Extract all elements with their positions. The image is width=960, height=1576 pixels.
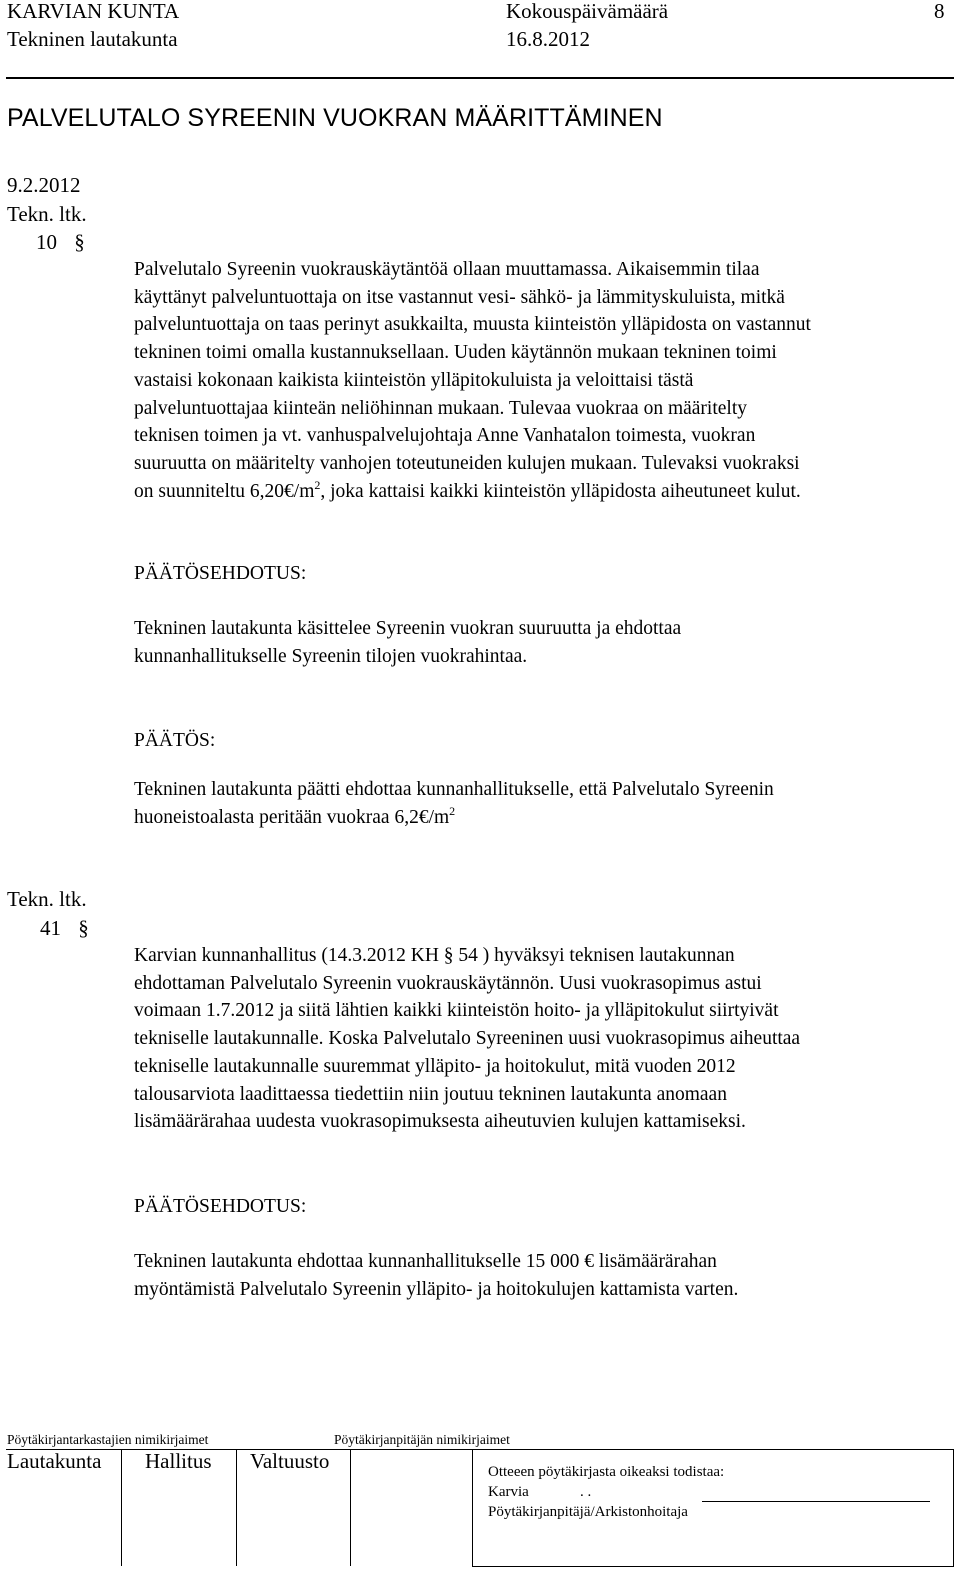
paragraph-line: Tekninen lautakunta päätti ehdottaa kunnanhallitukselle, että Palvelutalo Syreenin — [134, 779, 774, 800]
paragraph-line: Tekninen lautakunta käsittelee Syreenin vuokran suuruutta ja ehdottaa — [134, 618, 682, 639]
certification-date-dots: . . — [580, 1484, 592, 1500]
paragraph-line: käyttänyt palveluntuottaja on itse vastannut vesi- sähkö- ja lämmityskuluista, mitkä — [134, 286, 785, 308]
certification-title: Otteeen pöytäkirjasta oikeaksi todistaa: — [488, 1464, 725, 1480]
decision-heading: PÄÄTÖS: — [134, 730, 216, 751]
paragraph-line: tekniselle lautakunnalle suuremmat ylläpito- ja hoitokulut, mitä vuoden 2012 — [134, 1055, 736, 1077]
paragraph-line: teknisen toimen ja vt. vanhuspalvelujohtaja Anne Vanhatalon toimesta, vuokran — [134, 425, 756, 447]
footer-column-divider — [350, 1449, 351, 1566]
superscript: 2 — [314, 477, 321, 492]
section2-number-text: 41 — [40, 916, 61, 940]
section1-paragraph — [134, 256, 946, 507]
proposal-heading: PÄÄTÖSEHDOTUS: — [134, 563, 307, 584]
paragraph-line: voimaan 1.7.2012 ja siitä lähtien kaikki kiinteistön hoito- ja ylläpitokulut siirtyivät — [134, 1000, 779, 1022]
board-name: Tekninen lautakunta — [7, 27, 178, 51]
section2-body: Tekn. ltk. — [7, 887, 87, 911]
paragraph-line: ehdottaman Palvelutalo Syreenin vuokrauskäytännön. Uusi vuokrasopimus astui — [134, 972, 762, 994]
paragraph-line — [134, 478, 946, 508]
meeting-date-label: Kokouspäivämäärä — [506, 0, 669, 23]
footer-column-divider — [121, 1449, 122, 1566]
proposal-paragraph-2 — [134, 1248, 946, 1303]
rent-plan-text: on suunniteltu 6,20€/m — [134, 480, 315, 502]
secretary-initials-label: Pöytäkirjanpitäjän nimikirjaimet — [334, 1432, 510, 1447]
paragraph-line: myöntämistä Palvelutalo Syreenin ylläpito- ja hoitokulujen kattamista varten. — [134, 1278, 739, 1300]
paragraph-line: kunnanhallitukselle Syreenin tilojen vuokrahintaa. — [134, 645, 528, 667]
page-number: 8 — [934, 0, 945, 23]
footer-col-valtuusto: Valtuusto — [250, 1449, 330, 1473]
section1-number — [36, 229, 85, 255]
paragraph-line: vastaisi kokonaan kaikista kiinteistön ylläpitokuluista ja veloittaisi tästä — [134, 369, 694, 391]
signature-line — [702, 1501, 930, 1502]
section1-body: Tekn. ltk. — [7, 202, 87, 226]
municipality-name: KARVIAN KUNTA — [7, 0, 180, 23]
paragraph-line: palveluntuottajaa kiinteän neliöhinnan mukaan. Tulevaa vuokraa on määritelty — [134, 397, 747, 419]
paragraph-line: Palvelutalo Syreenin vuokrauskäytäntöä ollaan muuttamassa. Aikaisemmin tilaa — [134, 259, 760, 280]
footer-col-lautakunta: Lautakunta — [7, 1449, 102, 1473]
document-title: PALVELUTALO SYREENIN VUOKRAN MÄÄRITTÄMINEN — [7, 104, 663, 132]
section-mark-icon: § — [78, 916, 89, 940]
certification-place: Karvia — [488, 1484, 529, 1500]
paragraph-line: talousarviota laadittaessa tiedettiin niin joutuu tekninen lautakunta anomaan — [134, 1083, 727, 1105]
section1-number-text: 10 — [36, 230, 57, 254]
section2-paragraph — [134, 942, 946, 1136]
paragraph-line: Tekninen lautakunta ehdottaa kunnanhallitukselle 15 000 € lisämäärärahan — [134, 1251, 717, 1272]
paragraph-line — [134, 804, 946, 834]
certification-signer: Pöytäkirjanpitäjä/Arkistonhoitaja — [488, 1504, 688, 1520]
section1-date: 9.2.2012 — [7, 173, 81, 197]
paragraph-line: suuruutta on määritelty vanhojen toteutuneiden kulujen mukaan. Tulevaksi vuokraksi — [134, 452, 800, 474]
paragraph-line: tekniselle lautakunnalle. Koska Palvelutalo Syreeninen uusi vuokrasopimus aiheuttaa — [134, 1028, 801, 1050]
paragraph-line: palveluntuottaja on taas perinyt asukkailta, muusta kiinteistön ylläpidosta on vastannut — [134, 314, 811, 336]
header-divider — [6, 77, 954, 79]
footer-col-hallitus: Hallitus — [145, 1449, 212, 1473]
checkers-initials-label: Pöytäkirjantarkastajien nimikirjaimet — [7, 1432, 209, 1447]
proposal-paragraph — [134, 615, 946, 670]
paragraph-line: tekninen toimi omalla kustannuksellaan. Uuden käytännön mukaan tekninen toimi — [134, 342, 777, 364]
section2-number — [40, 915, 89, 941]
meeting-date: 16.8.2012 — [506, 27, 590, 51]
paragraph-line: Karvian kunnanhallitus (14.3.2012 KH § 54 ) hyväksyi teknisen lautakunnan — [134, 945, 735, 966]
rent-plan-tail: , joka kattaisi kaikki kiinteistön ylläpidosta aiheutuneet kulut. — [320, 480, 801, 502]
proposal-heading-2: PÄÄTÖSEHDOTUS: — [134, 1196, 307, 1217]
superscript: 2 — [449, 803, 456, 818]
decision-paragraph — [134, 776, 946, 833]
footer-column-divider — [236, 1449, 237, 1566]
section-mark-icon: § — [74, 230, 85, 254]
decision-rent-text: huoneistoalasta peritään vuokraa 6,2€/m — [134, 806, 450, 828]
paragraph-line: lisämäärärahaa uudesta vuokrasopimuksesta aiheutuvien kulujen kattamiseksi. — [134, 1111, 746, 1133]
